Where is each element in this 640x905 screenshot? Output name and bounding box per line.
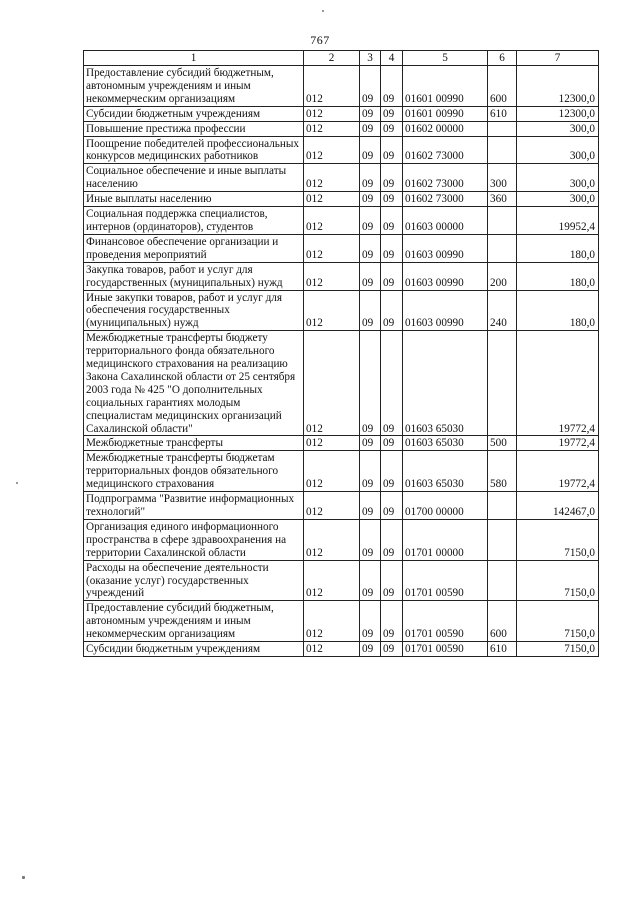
row-name-cell: Межбюджетные трансферты бюджету территориального фонда обязательного медицинского страхования на реализацию Закона Сахалинской области от 25 сентября 2003 года № 425 "О дополнительных социальных гарантиях молодым специалистам медицинских организаций Сахалинской области" bbox=[84, 331, 304, 436]
row-amount-cell: 300,0 bbox=[517, 136, 599, 164]
row-target-code-cell: 01602 73000 bbox=[403, 164, 488, 192]
row-adm-cell: 012 bbox=[304, 492, 360, 520]
table-body bbox=[84, 51, 599, 657]
row-target-code-cell: 01602 00000 bbox=[403, 121, 488, 136]
table-row bbox=[84, 331, 599, 436]
row-adm-cell: 012 bbox=[304, 164, 360, 192]
row-subsection-cell: 09 bbox=[381, 164, 403, 192]
row-section-cell: 09 bbox=[360, 234, 381, 262]
row-expense-type-cell bbox=[488, 492, 517, 520]
row-name-cell: Финансовое обеспечение организации и проведения мероприятий bbox=[84, 234, 304, 262]
row-target-code-cell: 01601 00990 bbox=[403, 66, 488, 107]
row-expense-type-cell: 600 bbox=[488, 66, 517, 107]
row-name-cell: Социальное обеспечение и иные выплаты населению bbox=[84, 164, 304, 192]
row-amount-cell: 12300,0 bbox=[517, 66, 599, 107]
row-amount-cell: 7150,0 bbox=[517, 601, 599, 642]
row-subsection-cell: 09 bbox=[381, 290, 403, 331]
row-adm-cell: 012 bbox=[304, 192, 360, 207]
row-subsection-cell: 09 bbox=[381, 121, 403, 136]
row-target-code-cell: 01603 00990 bbox=[403, 234, 488, 262]
row-name-cell: Межбюджетные трансферты бюджетам территориальных фондов обязательного медицинского страхования bbox=[84, 451, 304, 492]
row-expense-type-cell bbox=[488, 331, 517, 436]
scan-speck bbox=[22, 876, 25, 879]
row-subsection-cell: 09 bbox=[381, 436, 403, 451]
row-section-cell: 09 bbox=[360, 262, 381, 290]
page-number: 767 bbox=[310, 33, 330, 47]
row-expense-type-cell: 580 bbox=[488, 451, 517, 492]
row-subsection-cell: 09 bbox=[381, 106, 403, 121]
row-name-cell: Закупка товаров, работ и услуг для государственных (муниципальных) нужд bbox=[84, 262, 304, 290]
row-target-code-cell: 01603 00990 bbox=[403, 262, 488, 290]
row-expense-type-cell: 240 bbox=[488, 290, 517, 331]
column-header: 4 bbox=[381, 51, 403, 66]
row-name-cell: Субсидии бюджетным учреждениям bbox=[84, 106, 304, 121]
column-header: 1 bbox=[84, 51, 304, 66]
row-section-cell: 09 bbox=[360, 492, 381, 520]
row-amount-cell: 19772,4 bbox=[517, 436, 599, 451]
row-section-cell: 09 bbox=[360, 436, 381, 451]
row-subsection-cell: 09 bbox=[381, 560, 403, 601]
row-name-cell: Предоставление субсидий бюджетным, автономным учреждениям и иным некоммерческим организациям bbox=[84, 66, 304, 107]
row-name-cell: Поощрение победителей профессиональных конкурсов медицинских работников bbox=[84, 136, 304, 164]
row-section-cell: 09 bbox=[360, 106, 381, 121]
row-section-cell: 09 bbox=[360, 66, 381, 107]
row-amount-cell: 300,0 bbox=[517, 121, 599, 136]
row-adm-cell: 012 bbox=[304, 331, 360, 436]
row-name-cell: Субсидии бюджетным учреждениям bbox=[84, 642, 304, 657]
row-subsection-cell: 09 bbox=[381, 207, 403, 235]
row-target-code-cell: 01700 00000 bbox=[403, 492, 488, 520]
row-amount-cell: 180,0 bbox=[517, 262, 599, 290]
row-adm-cell: 012 bbox=[304, 642, 360, 657]
row-name-cell: Подпрограмма "Развитие информационных технологий" bbox=[84, 492, 304, 520]
row-adm-cell: 012 bbox=[304, 560, 360, 601]
row-amount-cell: 180,0 bbox=[517, 234, 599, 262]
row-target-code-cell: 01603 65030 bbox=[403, 331, 488, 436]
row-target-code-cell: 01701 00590 bbox=[403, 560, 488, 601]
row-expense-type-cell bbox=[488, 207, 517, 235]
row-expense-type-cell: 300 bbox=[488, 164, 517, 192]
table-row bbox=[84, 560, 599, 601]
row-expense-type-cell: 600 bbox=[488, 601, 517, 642]
row-adm-cell: 012 bbox=[304, 519, 360, 560]
row-target-code-cell: 01603 65030 bbox=[403, 451, 488, 492]
row-target-code-cell: 01602 73000 bbox=[403, 192, 488, 207]
row-amount-cell: 19952,4 bbox=[517, 207, 599, 235]
row-subsection-cell: 09 bbox=[381, 192, 403, 207]
row-expense-type-cell bbox=[488, 519, 517, 560]
column-header: 6 bbox=[488, 51, 517, 66]
row-target-code-cell: 01603 65030 bbox=[403, 436, 488, 451]
row-adm-cell: 012 bbox=[304, 121, 360, 136]
column-header: 2 bbox=[304, 51, 360, 66]
row-name-cell: Организация единого информационного пространства в сфере здравоохранения на территории Сахалинской области bbox=[84, 519, 304, 560]
row-adm-cell: 012 bbox=[304, 290, 360, 331]
column-header: 3 bbox=[360, 51, 381, 66]
row-name-cell: Межбюджетные трансферты bbox=[84, 436, 304, 451]
row-section-cell: 09 bbox=[360, 136, 381, 164]
row-expense-type-cell bbox=[488, 121, 517, 136]
row-amount-cell: 7150,0 bbox=[517, 560, 599, 601]
table-row bbox=[84, 262, 599, 290]
row-adm-cell: 012 bbox=[304, 66, 360, 107]
row-expense-type-cell: 200 bbox=[488, 262, 517, 290]
row-amount-cell: 19772,4 bbox=[517, 451, 599, 492]
row-amount-cell: 19772,4 bbox=[517, 331, 599, 436]
row-subsection-cell: 09 bbox=[381, 642, 403, 657]
row-subsection-cell: 09 bbox=[381, 66, 403, 107]
row-amount-cell: 300,0 bbox=[517, 164, 599, 192]
row-adm-cell: 012 bbox=[304, 136, 360, 164]
row-subsection-cell: 09 bbox=[381, 331, 403, 436]
row-section-cell: 09 bbox=[360, 192, 381, 207]
scan-speck bbox=[16, 482, 18, 484]
row-adm-cell: 012 bbox=[304, 262, 360, 290]
row-target-code-cell: 01603 00990 bbox=[403, 290, 488, 331]
row-subsection-cell: 09 bbox=[381, 451, 403, 492]
row-section-cell: 09 bbox=[360, 451, 381, 492]
row-expense-type-cell: 360 bbox=[488, 192, 517, 207]
table-row bbox=[84, 451, 599, 492]
row-expense-type-cell bbox=[488, 136, 517, 164]
row-section-cell: 09 bbox=[360, 164, 381, 192]
column-header: 7 bbox=[517, 51, 599, 66]
table-row bbox=[84, 164, 599, 192]
row-expense-type-cell bbox=[488, 234, 517, 262]
row-adm-cell: 012 bbox=[304, 451, 360, 492]
table-row bbox=[84, 106, 599, 121]
row-adm-cell: 012 bbox=[304, 234, 360, 262]
row-section-cell: 09 bbox=[360, 560, 381, 601]
row-target-code-cell: 01602 73000 bbox=[403, 136, 488, 164]
table-row bbox=[84, 436, 599, 451]
table-row bbox=[84, 290, 599, 331]
row-subsection-cell: 09 bbox=[381, 262, 403, 290]
table-row bbox=[84, 492, 599, 520]
row-name-cell: Социальная поддержка специалистов, интернов (ординаторов), студентов bbox=[84, 207, 304, 235]
table-row bbox=[84, 66, 599, 107]
row-section-cell: 09 bbox=[360, 121, 381, 136]
row-subsection-cell: 09 bbox=[381, 234, 403, 262]
row-adm-cell: 012 bbox=[304, 207, 360, 235]
row-section-cell: 09 bbox=[360, 207, 381, 235]
row-name-cell: Иные закупки товаров, работ и услуг для обеспечения государственных (муниципальных) нужд bbox=[84, 290, 304, 331]
row-target-code-cell: 01701 00000 bbox=[403, 519, 488, 560]
row-adm-cell: 012 bbox=[304, 601, 360, 642]
budget-table bbox=[83, 50, 599, 657]
row-expense-type-cell: 610 bbox=[488, 642, 517, 657]
row-section-cell: 09 bbox=[360, 601, 381, 642]
row-amount-cell: 142467,0 bbox=[517, 492, 599, 520]
table-row bbox=[84, 601, 599, 642]
row-amount-cell: 180,0 bbox=[517, 290, 599, 331]
row-expense-type-cell bbox=[488, 560, 517, 601]
table-row bbox=[84, 207, 599, 235]
row-name-cell: Иные выплаты населению bbox=[84, 192, 304, 207]
row-target-code-cell: 01603 00000 bbox=[403, 207, 488, 235]
table-header-row bbox=[84, 51, 599, 66]
row-amount-cell: 12300,0 bbox=[517, 106, 599, 121]
row-expense-type-cell: 610 bbox=[488, 106, 517, 121]
row-adm-cell: 012 bbox=[304, 436, 360, 451]
row-section-cell: 09 bbox=[360, 642, 381, 657]
row-section-cell: 09 bbox=[360, 331, 381, 436]
row-subsection-cell: 09 bbox=[381, 601, 403, 642]
row-section-cell: 09 bbox=[360, 519, 381, 560]
row-subsection-cell: 09 bbox=[381, 492, 403, 520]
row-adm-cell: 012 bbox=[304, 106, 360, 121]
row-target-code-cell: 01601 00990 bbox=[403, 106, 488, 121]
row-name-cell: Расходы на обеспечение деятельности (оказание услуг) государственных учреждений bbox=[84, 560, 304, 601]
table-row bbox=[84, 121, 599, 136]
row-subsection-cell: 09 bbox=[381, 519, 403, 560]
column-header: 5 bbox=[403, 51, 488, 66]
row-name-cell: Предоставление субсидий бюджетным, автономным учреждениям и иным некоммерческим организациям bbox=[84, 601, 304, 642]
table-row bbox=[84, 136, 599, 164]
row-target-code-cell: 01701 00590 bbox=[403, 642, 488, 657]
row-amount-cell: 7150,0 bbox=[517, 642, 599, 657]
row-amount-cell: 7150,0 bbox=[517, 519, 599, 560]
table-row bbox=[84, 192, 599, 207]
row-name-cell: Повышение престижа профессии bbox=[84, 121, 304, 136]
row-subsection-cell: 09 bbox=[381, 136, 403, 164]
row-section-cell: 09 bbox=[360, 290, 381, 331]
row-amount-cell: 300,0 bbox=[517, 192, 599, 207]
table-row bbox=[84, 519, 599, 560]
scan-speck bbox=[322, 10, 324, 12]
row-target-code-cell: 01701 00590 bbox=[403, 601, 488, 642]
table-row bbox=[84, 642, 599, 657]
row-expense-type-cell: 500 bbox=[488, 436, 517, 451]
table-row bbox=[84, 234, 599, 262]
